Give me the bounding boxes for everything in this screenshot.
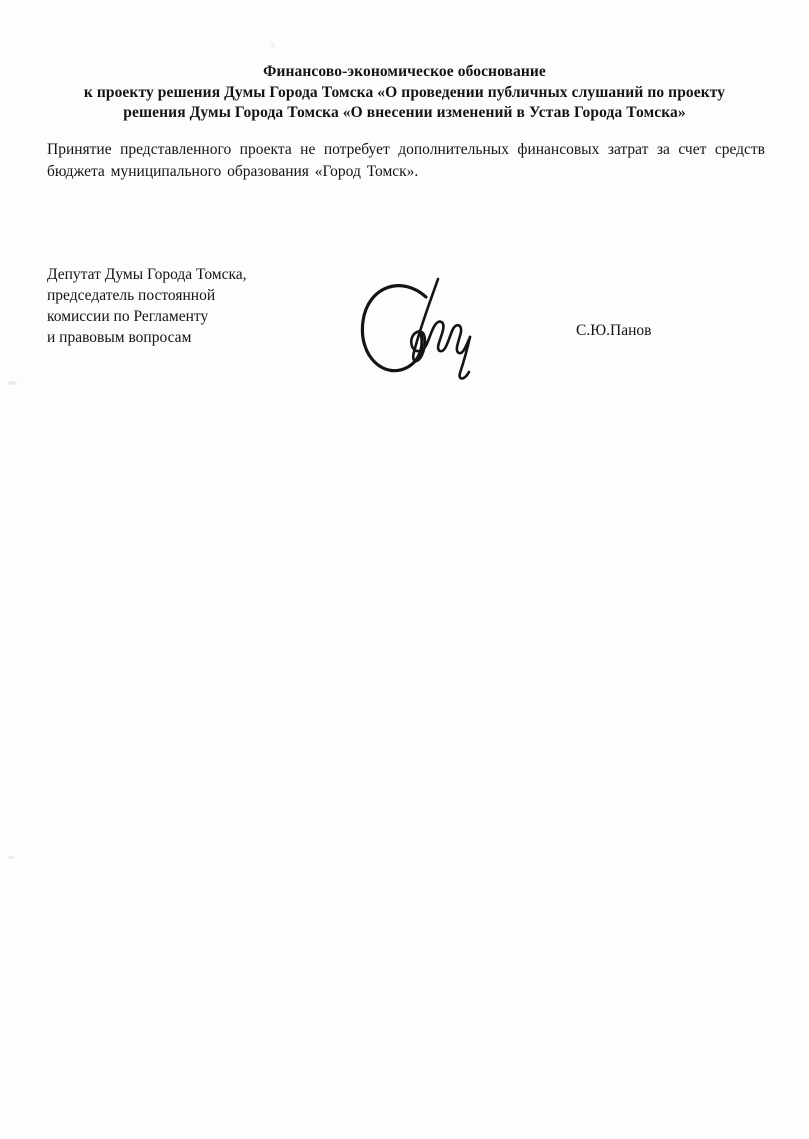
scan-speck <box>8 381 17 385</box>
signoff-role-line-2: председатель постоянной <box>47 287 216 304</box>
title-line-2: к проекту решения Думы Города Томска «О проведении публичных слушаний по проекту <box>83 83 726 101</box>
body-paragraph: Принятие представленного проекта не потребует дополнительных финансовых затрат за счет средств бюджета муниципального образования «Город Томск». <box>47 141 765 180</box>
title-line-1: Финансово-экономическое обоснование <box>263 63 546 80</box>
scan-speck <box>8 856 15 859</box>
signoff-name: С.Ю.Панов <box>576 322 652 339</box>
signoff-role-line-1: Депутат Думы Города Томска, <box>47 266 247 283</box>
signoff-role-block <box>47 264 347 348</box>
signoff-role-line-4: и правовым вопросам <box>47 329 192 346</box>
signoff-role-line-3: комиссии по Регламенту <box>47 308 209 325</box>
handwritten-signature-icon <box>350 274 480 384</box>
document-title <box>40 62 769 124</box>
title-line-3: решения Думы Города Томска «О внесении изменений в Устав Города Томска» <box>123 104 686 121</box>
scan-speck <box>270 42 275 48</box>
